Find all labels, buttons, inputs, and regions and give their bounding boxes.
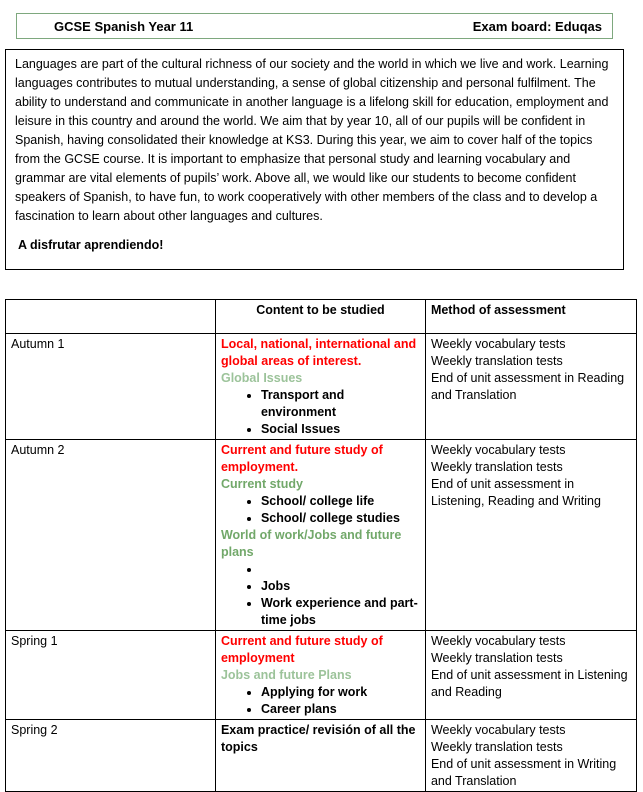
assessment-item: Weekly translation tests: [430, 740, 563, 754]
term-cell: Autumn 1: [6, 334, 216, 440]
header-content: Content to be studied: [215, 300, 425, 334]
term-cell: Autumn 2: [6, 440, 216, 631]
list-item: • Transport and environment: [261, 387, 420, 421]
topic-title: Current and future study of employment.: [220, 443, 383, 474]
assessment-item: Weekly translation tests: [430, 651, 563, 665]
list-item: • Social Issues: [261, 421, 420, 438]
assessment-item: End of unit assessment in Listening and Reading: [430, 668, 628, 699]
table-header-row: [6, 300, 637, 334]
assessment-cell: [425, 631, 636, 720]
intro-paragraph: Languages are part of the cultural richness of our society and the world in which we live and work. Learning languages contributes to mutual understanding, a sense of global citizenship and personal fulfilment. The ability to understand and communicate in another language is a lifelong skill for education, employment and leisure in this country and around the world. We aim that by year 10, all of our pupils will be confident in Spanish, having consolidated their knowledge at KS3. During this year, we aim to cover half of the topics from the GCSE course. It is important to emphasize that personal study and learning vocabulary and grammar are vital elements of pupils’ work. Above all, we would like our students to become confident speakers of Spanish, to have fun, to work cooperatively with other members of the class and to develop a fascination to learn about other languages and cultures.: [15, 57, 609, 223]
assessment-item: Weekly translation tests: [430, 460, 563, 474]
subtopic-title: World of work/Jobs and future plans: [220, 528, 402, 559]
header-assessment: Method of assessment: [425, 300, 636, 334]
list-item: • School/ college life: [261, 493, 420, 510]
list-item: • Jobs: [261, 578, 420, 595]
subtopic-title: Jobs and future Plans: [220, 668, 352, 682]
topic-title: Local, national, international and global areas of interest.: [220, 337, 417, 368]
assessment-item: Weekly translation tests: [430, 354, 563, 368]
list-item: • Work experience and part-time jobs: [261, 595, 420, 629]
term-cell: Spring 1: [6, 631, 216, 720]
subtopic-list: [221, 684, 420, 718]
term-cell: Spring 2: [6, 720, 216, 792]
assessment-item: Weekly vocabulary tests: [430, 337, 566, 351]
subtopic-list: [221, 387, 420, 438]
assessment-item: Weekly vocabulary tests: [430, 723, 566, 737]
closing-phrase: A disfrutar aprendiendo!: [18, 238, 164, 252]
list-item: • Career plans: [261, 701, 420, 718]
list-item: • Applying for work: [261, 684, 420, 701]
subtopic-title: Current study: [220, 477, 303, 491]
document-header: [16, 13, 613, 39]
topic-title: Exam practice/ revisión of all the topics: [220, 723, 416, 754]
assessment-item: End of unit assessment in Reading and Translation: [430, 371, 625, 402]
subtopic-list: [221, 493, 420, 527]
assessment-item: Weekly vocabulary tests: [430, 443, 566, 457]
assessment-item: End of unit assessment in Writing and Translation: [430, 757, 617, 788]
intro-box: [5, 49, 624, 270]
table-row: [6, 440, 637, 631]
subtopic-list: [221, 561, 420, 629]
assessment-item: Weekly vocabulary tests: [430, 634, 566, 648]
assessment-cell: [425, 334, 636, 440]
list-item: • School/ college studies: [261, 510, 420, 527]
content-cell: [215, 334, 425, 440]
assessment-cell: [425, 440, 636, 631]
exam-board: Exam board: Eduqas: [472, 18, 602, 34]
list-item: [261, 561, 420, 578]
header-term: [6, 300, 216, 334]
assessment-item: End of unit assessment in Listening, Reading and Writing: [430, 477, 601, 508]
course-title: GCSE Spanish Year 11: [54, 18, 194, 34]
table-row: [6, 631, 637, 720]
content-cell: [215, 631, 425, 720]
table-row: [6, 334, 637, 440]
content-cell: [215, 440, 425, 631]
curriculum-table: [5, 299, 637, 792]
subtopic-title: Global Issues: [220, 371, 303, 385]
topic-title: Current and future study of employment: [220, 634, 383, 665]
